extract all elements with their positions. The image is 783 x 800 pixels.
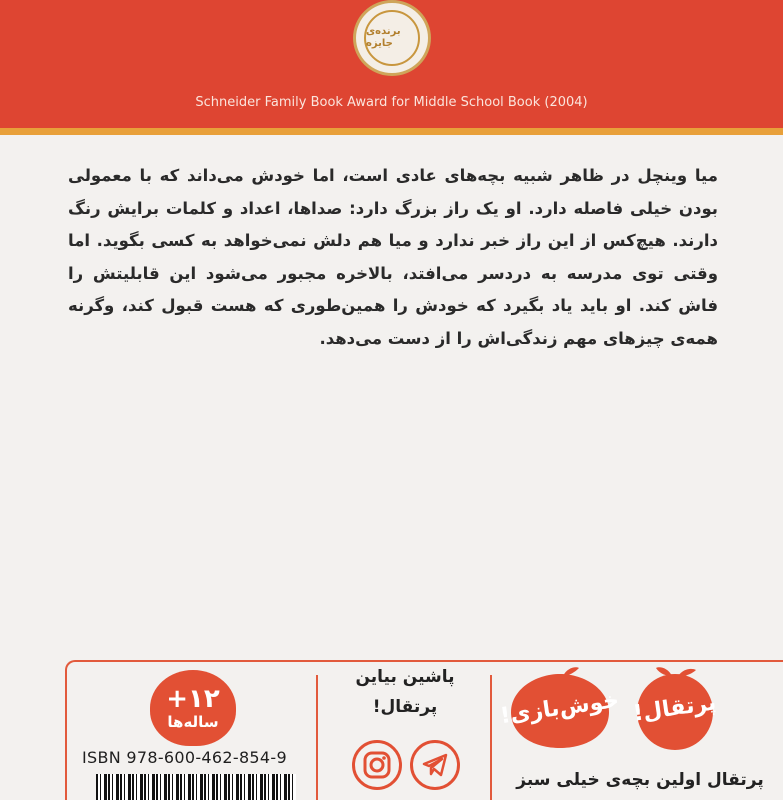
age-number: +۱۲ bbox=[166, 684, 220, 714]
top-accent-strip bbox=[0, 128, 783, 135]
age-label: ساله‌ها bbox=[167, 713, 219, 731]
barcode bbox=[96, 774, 296, 800]
portegal-logo bbox=[620, 666, 730, 752]
follow-us-text bbox=[330, 662, 480, 722]
telegram-icon[interactable] bbox=[410, 740, 460, 790]
instagram-icon[interactable] bbox=[352, 740, 402, 790]
isbn-label: ISBN 978-600-462-854-9 bbox=[82, 748, 287, 767]
panel-divider bbox=[490, 675, 492, 800]
age-rating-badge bbox=[150, 670, 236, 746]
award-badge bbox=[353, 0, 431, 76]
award-badge-text: برنده‌ی جایزه bbox=[366, 26, 401, 49]
back-cover-blurb: میا وینچل در ظاهر شبیه بچه‌های عادی است، اما خودش می‌داند که با معمولی بودن خیلی فاصله دارد. او یک راز بزرگ دارد: صداها، اعداد و کلمات برایش رنگ دارند. هیچ‌کس از این راز خبر ندارد و میا هم دلش نمی‌خواهد به کسی بگوید. اما وقتی توی مدرسه به دردسر می‌افتد، بالاخره مجبور می‌شود این قابلیتش را فاش کند. او باید یاد بگیرد که خودش را همین‌طوری که هست قبول کند، وگرنه همه‌ی چیزهای مهم زندگی‌اش را از دست می‌دهد. bbox=[68, 166, 718, 348]
khoshbazi-logo-text: خوش‌بازی! bbox=[499, 687, 621, 730]
khoshbazi-logo bbox=[499, 666, 621, 752]
laurel-icon bbox=[364, 10, 420, 66]
follow-line-1: پاشین بیاین bbox=[355, 667, 455, 687]
publisher-tagline: پرتقال اولین بچه‌ی خیلی سبز bbox=[516, 770, 764, 790]
award-caption: Schneider Family Book Award for Middle School Book (2004) bbox=[195, 95, 588, 110]
follow-line-2: پرتقال! bbox=[372, 697, 438, 717]
panel-divider bbox=[316, 675, 318, 800]
portegal-logo-text: پرتقال! bbox=[631, 690, 718, 727]
